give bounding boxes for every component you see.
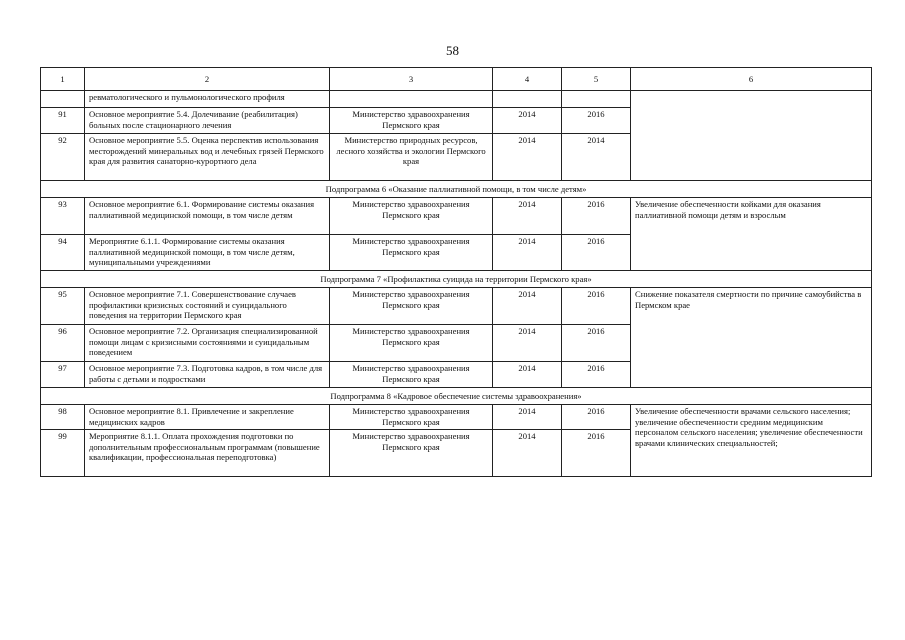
row-number-cell: 92 — [41, 134, 85, 181]
start-year-cell: 2014 — [493, 405, 562, 430]
start-year-cell: 2014 — [493, 235, 562, 271]
start-year-cell: 2014 — [493, 134, 562, 181]
table-row-continued — [41, 91, 872, 108]
executor-cell: Министерство здравоохранения Пермского края — [330, 430, 493, 477]
end-year-cell: 2016 — [562, 325, 631, 362]
result-cell — [631, 91, 872, 181]
header-cell: 6 — [631, 68, 872, 91]
result-cell: Увеличение обеспеченности койками для оказания паллиативной помощи детям и взрослым — [631, 198, 872, 271]
header-row — [41, 68, 872, 91]
start-year-cell: 2014 — [493, 430, 562, 477]
subprogram-title: Подпрограмма 8 «Кадровое обеспечение системы здравоохранения» — [41, 388, 872, 405]
start-year-cell: 2014 — [493, 362, 562, 388]
executor-cell: Министерство здравоохранения Пермского края — [330, 198, 493, 235]
end-year-cell — [562, 91, 631, 108]
program-table — [40, 67, 872, 477]
executor-cell: Министерство здравоохранения Пермского края — [330, 108, 493, 134]
activity-cell: Основное мероприятие 6.1. Формирование системы оказания паллиативной медицинской помощи, в том числе детям — [85, 198, 330, 235]
start-year-cell: 2014 — [493, 198, 562, 235]
start-year-cell: 2014 — [493, 288, 562, 325]
executor-cell: Министерство здравоохранения Пермского края — [330, 235, 493, 271]
activity-cell: Основное мероприятие 5.5. Оценка перспектив использования месторождений минеральных вод и лечебных грязей Пермского края для развития санаторно-курортного дела — [85, 134, 330, 181]
activity-cell: Мероприятие 6.1.1. Формирование системы оказания паллиативной медицинской помощи, в том числе детям, муниципальными учреждениями — [85, 235, 330, 271]
row-number-cell: 95 — [41, 288, 85, 325]
result-cell: Снижение показателя смертности по причине самоубийства в Пермском крае — [631, 288, 872, 388]
page-number: 58 — [446, 43, 459, 58]
activity-cell: Основное мероприятие 7.2. Организация специализированной помощи лицам с кризисными состояниями и суицидальным поведением — [85, 325, 330, 362]
end-year-cell: 2016 — [562, 405, 631, 430]
subprogram-row — [41, 388, 872, 405]
executor-cell: Министерство здравоохранения Пермского края — [330, 362, 493, 388]
executor-cell — [330, 91, 493, 108]
end-year-cell: 2016 — [562, 430, 631, 477]
header-cell: 4 — [493, 68, 562, 91]
activity-cell: Основное мероприятие 7.1. Совершенствование случаев профилактики кризисных состояний и суицидального поведения на территории Пермского края — [85, 288, 330, 325]
end-year-cell: 2016 — [562, 235, 631, 271]
executor-cell: Министерство здравоохранения Пермского края — [330, 325, 493, 362]
end-year-cell: 2014 — [562, 134, 631, 181]
row-number-cell: 94 — [41, 235, 85, 271]
table-row — [41, 288, 872, 325]
header-cell: 5 — [562, 68, 631, 91]
header-cell: 3 — [330, 68, 493, 91]
row-number-cell: 99 — [41, 430, 85, 477]
header-cell: 1 — [41, 68, 85, 91]
executor-cell: Министерство здравоохранения Пермского края — [330, 288, 493, 325]
start-year-cell: 2014 — [493, 325, 562, 362]
activity-cell: Основное мероприятие 7.3. Подготовка кадров, в том числе для работы с детьми и подростками — [85, 362, 330, 388]
row-number-cell: 97 — [41, 362, 85, 388]
row-number-cell — [41, 91, 85, 108]
activity-cell: ревматологического и пульмонологического профиля — [85, 91, 330, 108]
row-number-cell: 93 — [41, 198, 85, 235]
activity-cell: Основное мероприятие 5.4. Долечивание (реабилитация) больных после стационарного лечения — [85, 108, 330, 134]
end-year-cell: 2016 — [562, 198, 631, 235]
subprogram-row — [41, 181, 872, 198]
executor-cell: Министерство природных ресурсов, лесного хозяйства и экологии Пермского края — [330, 134, 493, 181]
end-year-cell: 2016 — [562, 362, 631, 388]
header-cell: 2 — [85, 68, 330, 91]
subprogram-title: Подпрограмма 7 «Профилактика суицида на территории Пермского края» — [41, 271, 872, 288]
row-number-cell: 98 — [41, 405, 85, 430]
subprogram-row — [41, 271, 872, 288]
end-year-cell: 2016 — [562, 288, 631, 325]
row-number-cell: 91 — [41, 108, 85, 134]
start-year-cell — [493, 91, 562, 108]
executor-cell: Министерство здравоохранения Пермского края — [330, 405, 493, 430]
table-row — [41, 198, 872, 235]
row-number-cell: 96 — [41, 325, 85, 362]
activity-cell: Основное мероприятие 8.1. Привлечение и закрепление медицинских кадров — [85, 405, 330, 430]
start-year-cell: 2014 — [493, 108, 562, 134]
end-year-cell: 2016 — [562, 108, 631, 134]
activity-cell: Мероприятие 8.1.1. Оплата прохождения подготовки по дополнительным профессиональным программам (повышение квалификации, профессиональная переподготовка) — [85, 430, 330, 477]
table-row — [41, 405, 872, 430]
result-cell: Увеличение обеспеченности врачами сельского населения; увеличение обеспеченности средним медицинским персоналом сельского населения; увеличение обеспеченности врачами клинических специальностей; — [631, 405, 872, 477]
subprogram-title: Подпрограмма 6 «Оказание паллиативной помощи, в том числе детям» — [41, 181, 872, 198]
